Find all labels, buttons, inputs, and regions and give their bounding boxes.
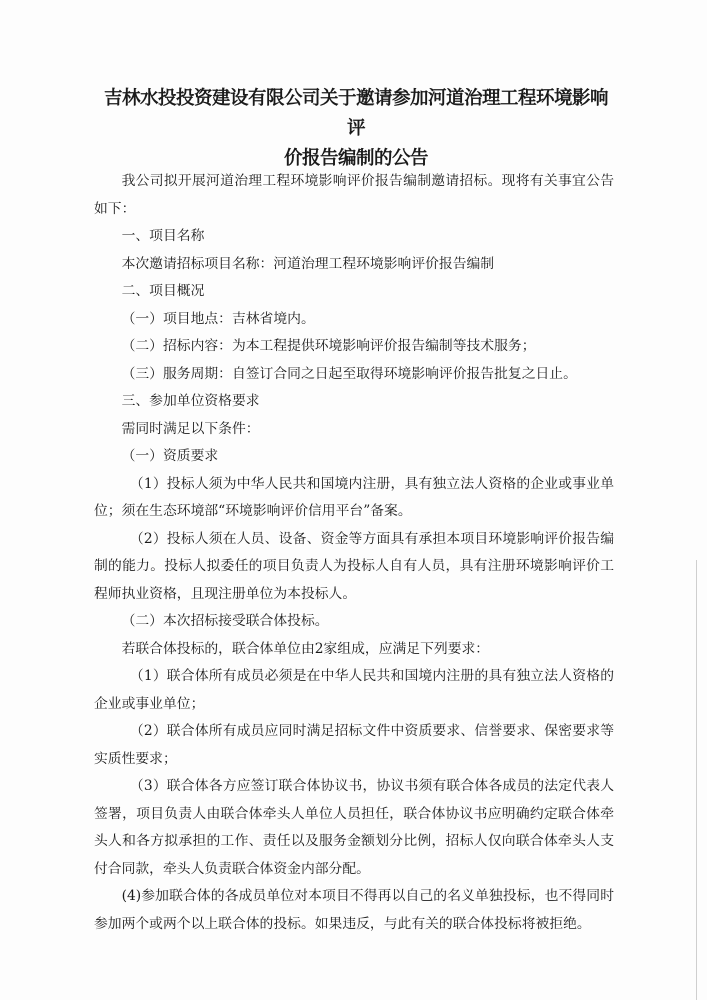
scan-edge-line [696,560,697,1000]
qualification-heading: （一）资质要求 [121,448,219,464]
consortium-item-3: （3）联合体各方应签订联合体协议书，协议书须有联合体各成员的法定代表人签署，项目负责人由联合体牵头人单位人员担任，联合体协议书应明确约定联合体牵头人和各方拟承担的工作、责任以及服务金额划分比例，招标人仅向联合体牵头人支付合同款，牵头人负责联合体资金内部分配。 [94,778,614,877]
document-title [96,84,616,174]
qualification-item-2: （2）投标人须在人员、设备、资金等方面具有承担本项目环境影响评价报告编制的能力。投标人拟委任的项目负责人为投标人自有人员，具有注册环境影响评价工程师执业资格，且现注册单位为本投标人。 [94,530,614,602]
project-name-paragraph: 本次邀请招标项目名称：河道治理工程环境影响评价报告编制 [121,255,495,272]
service-period: （三）服务周期：自签订合同之日起至取得环境影响评价报告批复之日止。 [121,365,577,382]
title-line-1: 吉林水投投资建设有限公司关于邀请参加河道治理工程环境影响评 [103,88,608,139]
section-heading-3: 三、参加单位资格要求 [121,393,260,409]
tender-content: （二）招标内容：为本工程提供环境影响评价报告编制等技术服务； [121,338,536,354]
consortium-intro: 若联合体投标的，联合体单位由2家组成，应满足下列要求： [121,640,490,657]
section-heading-2: 二、项目概况 [121,283,205,299]
consortium-heading: （二）本次招标接受联合体投标。 [121,613,329,629]
consortium-item-2: （2）联合体所有成员应同时满足招标文件中资质要求、信誉要求、保密要求等实质性要求； [94,723,614,767]
title-line-2: 价报告编制的公告 [283,148,428,169]
document-body [94,168,614,938]
project-location: （一）项目地点：吉林省境内。 [121,310,315,327]
qualification-item-1: （1）投标人须为中华人民共和国境内注册，具有独立法人资格的企业或事业单位；须在生态环境部“环境影响评价信用平台”备案。 [94,475,614,519]
section-heading-1: 一、项目名称 [121,228,205,244]
conditions-intro: 需同时满足以下条件： [121,420,260,437]
intro-paragraph: 我公司拟开展河道治理工程环境影响评价报告编制邀请招标。现将有关事宜公告如下： [94,173,614,217]
consortium-item-1: （1）联合体所有成员必须是在中华人民共和国境内注册的具有独立法人资格的企业或事业单位； [94,668,614,712]
consortium-item-4: (4)参加联合体的各成员单位对本项目不得再以自己的名义单独投标，也不得同时参加两个或两个以上联合体的投标。如果违反，与此有关的联合体投标将被拒绝。 [94,888,614,932]
